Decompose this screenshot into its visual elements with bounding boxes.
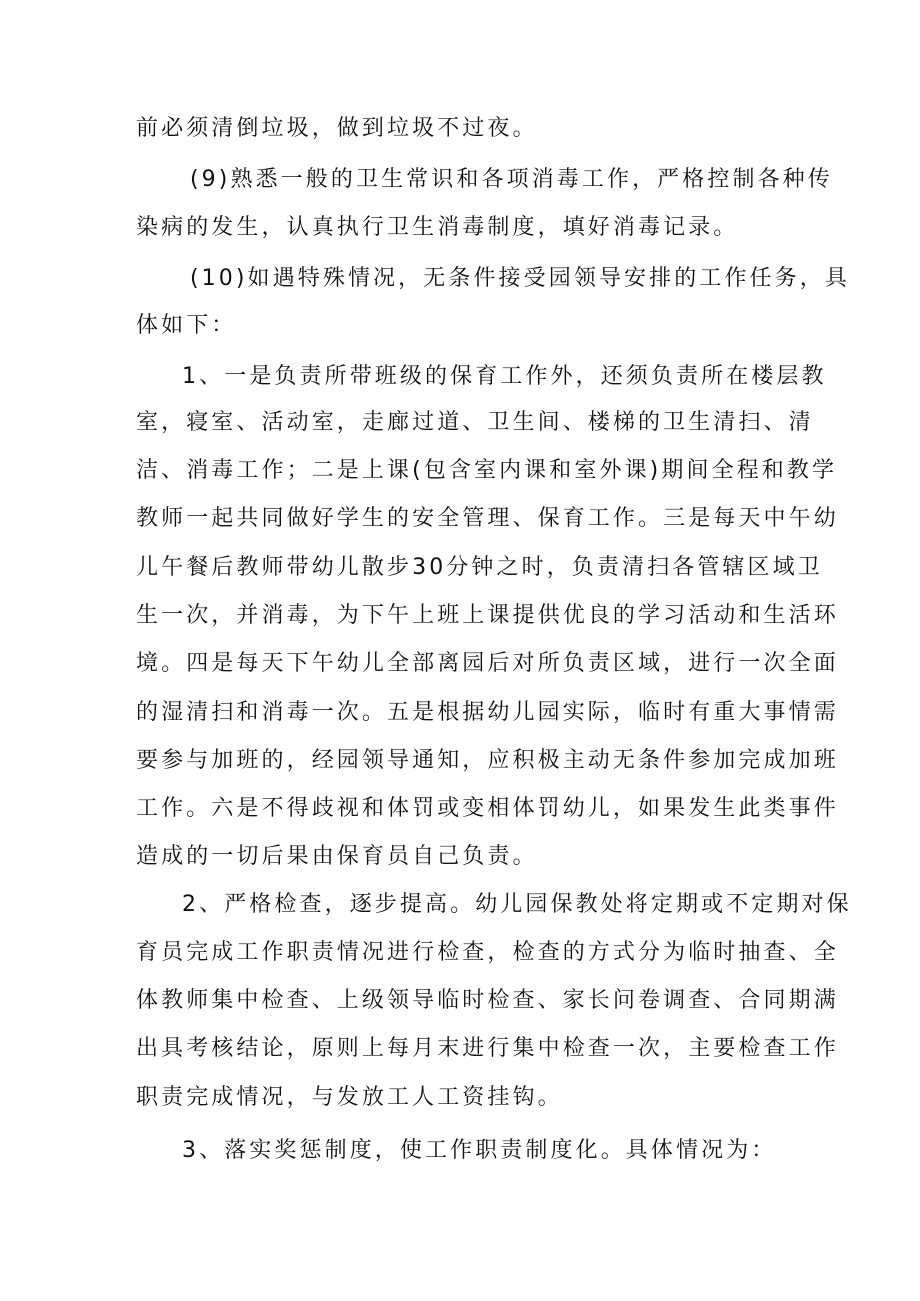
text-line: 工作。六是不得歧视和体罚或变相体罚幼儿，如果发生此类事件: [136, 796, 839, 821]
text-line: 洁、消毒工作；二是上课(包含室内课和室外课)期间全程和教学: [136, 458, 838, 483]
text-line: (9)熟悉一般的卫生常识和各项消毒工作，严格控制各种传: [190, 167, 833, 192]
text-line: 儿午餐后教师带幼儿散步30分钟之时，负责清扫各管辖区域卫: [136, 555, 823, 580]
text-line: 造成的一切后果由保育员自己负责。: [136, 844, 538, 869]
text-line: (10)如遇特殊情况，无条件接受园领导安排的工作任务，具: [190, 266, 850, 291]
text-line: 出具考核结论，原则上每月末进行集中检查一次，主要检查工作: [136, 1036, 839, 1061]
text-line: 要参与加班的，经园领导通知，应积极主动无条件参加完成加班: [136, 748, 839, 773]
text-line: 1、一是负责所带班级的保育工作外，还须负责所在楼层教: [182, 364, 827, 389]
text-line: 前必须清倒垃圾，做到垃圾不过夜。: [136, 116, 538, 141]
text-line: 的湿清扫和消毒一次。五是根据幼儿园实际，临时有重大事情需: [136, 700, 839, 725]
text-line: 2、严格检查，逐步提高。幼儿园保教处将定期或不定期对保: [182, 892, 852, 917]
text-line: 育员完成工作职责情况进行检查，检查的方式分为临时抽查、全: [136, 940, 839, 965]
text-line: 体如下：: [136, 313, 237, 338]
text-line: 3、落实奖惩制度，使工作职责制度化。具体情况为：: [182, 1138, 777, 1163]
text-line: 体教师集中检查、上级领导临时检查、家长问卷调查、合同期满: [136, 988, 839, 1013]
text-line: 境。四是每天下午幼儿全部离园后对所负责区域，进行一次全面: [136, 651, 839, 676]
text-line: 教师一起共同做好学生的安全管理、保育工作。三是每天中午幼: [136, 506, 839, 531]
text-line: 染病的发生，认真执行卫生消毒制度，填好消毒记录。: [136, 215, 739, 240]
text-line: 室，寝室、活动室，走廊过道、卫生间、楼梯的卫生清扫、清: [136, 410, 814, 435]
text-line: 职责完成情况，与发放工人工资挂钩。: [136, 1085, 563, 1110]
text-line: 生一次，并消毒，为下午上班上课提供优良的学习活动和生活环: [136, 603, 839, 628]
